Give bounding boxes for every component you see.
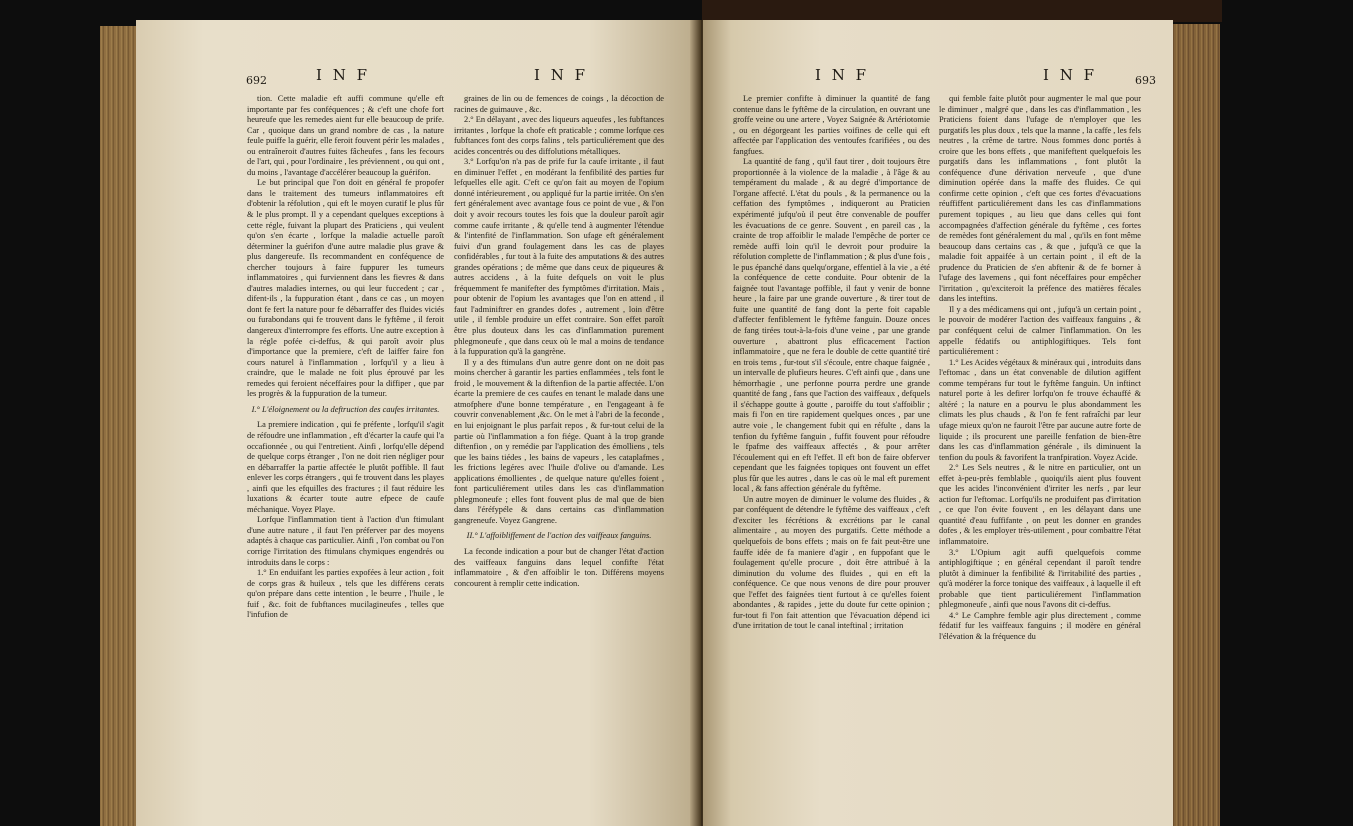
paragraph: Le premier confifte à diminuer la quantité de fang contenue dans le fyftême de la circulation, en ouvrant une groffe veine ou une artere , Voyez Saignée & Artériotomie , ou en dégorgeant les parties voifines de celle qui eft affectée par l'application des ventoufes fcarifiées , ou des fangfues.	[733, 94, 930, 156]
paragraph: La feconde indication a pour but de changer l'état d'action des vaiffeaux fanguins dans lequel confifte l'état inflammatoire , & d'en affoiblir le ton. Différens moyens concourent à remplir cette indication.	[454, 546, 664, 588]
right-page	[703, 20, 1173, 826]
paragraph: 2.° Les Sels neutres , & le nitre en particulier, ont un effet à-peu-près femblable , quoiqu'ils aient plus fouvent que les acides l'inconvénient d'irriter les nerfs , par leur action fur l'eftomac. Lorfqu'ils ne produifent pas d'irritation , ce que l'on évite fouvent , en les délayant dans une quantité d'eau fuffifante , on peut les donner en grandes dofes , & les employer très-utilement , pour combattre l'état inflammatoire.	[939, 463, 1141, 546]
paragraph: Lorfque l'inflammation tient à l'action d'un ftimulant d'une autre nature , il faut l'en préferver par des moyens adaptés à chaque cas particulier. Ainfi , l'on combat ou l'on corrige l'irritation des ftimulans chymiques engendrés ou introduits dans le corps :	[247, 515, 444, 567]
paragraph: Il y a des médicamens qui ont , jufqu'à un certain point , le pouvoir de modérer l'action des vaiffeaux fanguins , & par conféquent celui de calmer l'inflammation. On les appelle fédatifs ou antiphlogiftiques. Tels font particuliérement :	[939, 304, 1141, 357]
left-column-2	[454, 94, 664, 589]
right-page-number: 693	[1135, 74, 1156, 87]
paragraph: graines de lin ou de femences de coings , la décoction de racines de guimauve , &c.	[454, 94, 664, 114]
paragraph: 1.° Les Acides végétaux & minéraux qui , introduits dans l'eftomac , dans un état convenable de dilution agiffent comme tempérans fur tout le fyftême fanguin. Un inftinct naturel porte à les defirer lorfqu'on fe trouve échauffé & altéré ; la nature en a pourvu le plus abondamment les climats les plus chauds , & l'on fe fent rafraîchi par leur ufage mieux qu'on ne fauroit l'être par aucune autre forte de liquide ; ils procurent une pareille fenfation de bien-être dans les cas d'inflammation générale , ils diminuent la tenfion du pouls & favorifent la tranfpiration. Voyez Acide.	[939, 357, 1141, 462]
paragraph: Il y a des ftimulans d'un autre genre dont on ne doit pas moins chercher à garantir les parties enflammées , tels font le froid , le mouvement & la diftenfion de la partie affectée. L'on écarte la premiere de ces caufes en tenant le malade dans une atmofphere d'une bonne température , en l'engageant à fe couvrir convenablement ,&c. On le met à l'abri de la feconde , en lui enjoignant le plus parfait repos , & fur-tout celui de la partie où l'inflammation a fon fiége. Quant à la trop grande diftenfion , on y remédie par l'application des émolliens , tels que les bains tiédes , les bains de vapeurs , les cataplafmes , les frictions legéres avec l'huile d'olive ou d'amande. Les applications émollientes , de quelque nature qu'elles foient , font particuliérement utiles dans les cas d'inflammation phlegmoneufe ; elles font fouvent plus de mal que de bien dans l'éréfypéle & dans certains cas d'inflammation gangreneufe. Voyez Gangrene.	[454, 357, 664, 525]
left-page-number: 692	[246, 74, 267, 87]
paragraph: 1.° En enduifant les parties expofées à leur action , foit de corps gras & huileux , tels que les différens cerats qu'on prépare dans cette intention , le beurre , l'huile , le fuif , &c. foit de fubftances mucilagineufes , telles que l'infufion de	[247, 568, 444, 620]
right-running-head-2: I N F	[1043, 66, 1097, 84]
paragraph: Le but principal que l'on doit en général fe propofer dans le traitement des tumeurs inflammatoires eft d'obtenir la réfolution , qui eft le moyen curatif le plus fûr & le plus prompt. Il y a cependant quelques exceptions à cette régle, fuivant la plupart des Praticiens , qui veulent qu'on s'en écarte , lorfque la maladie actuelle paroît déterminer la guérifon d'une autre maladie plus grave & plus dangereufe. Ils recommandent en conféquence de chercher toujours à faire fuppurer les tumeurs inflammatoires , qui furviennent dans les fievres & dans d'autres maladies internes, ou qui leur fuccedent ; car , difent-ils , la fuppuration étant , dans ce cas , un moyen dont fe fert la nature pour fe débarraffer des fluides viciés ou furabondans qui fe trouvent dans le fyftême , il feroit dangereux d'interrompre fes efforts. Une autre exception à la régle pofée ci-deffus, & qui paroît avoir plus d'importance que la premiere, c'eft de laiffer faire fon cours naturel à l'inflammation , lorfqu'il y a lieu à craindre, que le malade ne foit plus éprouvé par les remedes qui feroient néceffaires pour la diffiper , que par les progrès & la fuppuration de la tumeur.	[247, 178, 444, 399]
paragraph: La premiere indication , qui fe préfente , lorfqu'il s'agit de réfoudre une inflammation , eft d'écarter la caufe qui l'a occafionnée , ou qui l'entretient. Ainfi , lorfqu'elle dépend de quelque corps étranger , l'on ne doit rien négliger pour en débarraffer la partie affectée le plutôt poffible. Il faut enlever les corps étrangers , qui fe trouvent dans les playes , ainfi que les efquilles des fractures ; il faut réduire les luxations & écarter toute autre efpece de caufe méchanique. Voyez Playe.	[247, 420, 444, 514]
left-page-edges	[100, 26, 140, 826]
left-page	[136, 20, 701, 826]
left-running-head-2: I N F	[534, 66, 588, 84]
section-heading: I.° L'éloignement ou la deftruction des caufes irritantes.	[251, 404, 440, 414]
paragraph: qui femble faite plutôt pour augmenter le mal que pour le diminuer , malgré que , dans les cas d'inflammation , les Praticiens foient dans l'ufage de n'employer que les purgatifs les plus doux , tels que la manne , la caffe , les fels neutres , la crême de tartre. Nous fommes donc portés à croire que les bons effets , que manifeftent quelquefois les purgatifs dans les inflammations , font plutôt la conféquence d'une dérivation nerveufe , que d'une diminution opérée dans la maffe des fluides. Ce qui confirme cette opinion , c'eft que ces fortes d'évacuations réuffiffent particuliérement dans les cas d'inflammations purement topiques , au lieu que dans celles qui font accompagnées d'affection générale du fyftême , ces fortes de remèdes font généralement du mal , qu'ils en font même beaucoup dans certains cas , & que , jufqu'à ce que la maladie foit appaifée à un certain point , il eft de la prudence du Praticien de s'en abftenir & de fe borner à l'ufage des lavemens , qui font néceffaires pour empêcher l'irritation , qu'exciteroit la préfence des matières fécales dans les inteftins.	[939, 94, 1141, 304]
paragraph: 3.° L'Opium agit auffi quelquefois comme antiphlogiftique ; en général cependant il paroît tendre plutôt à diminuer la fenfibilité & l'irritabilité des parties , qu'à modérer la force tonique des vaiffeaux , à laquelle il eft probable que tient particuliérement l'inflammation phlegmoneufe , ainfi que nous l'avons dit ci-deffus.	[939, 547, 1141, 610]
paragraph: 2.° En délayant , avec des liqueurs aqueufes , les fubftances irritantes , lorfque la chofe eft praticable ; comme lorfque ces fubftances font des corps falins , tels particuliérement que des acides concentrés ou des diffolutions métalliques.	[454, 115, 664, 156]
binding-top	[702, 0, 1222, 22]
paragraph: Un autre moyen de diminuer le volume des fluides , & par conféquent de détendre le fyftême des vaiffeaux , c'eft d'exciter les fécrétions & excrétions par le canal alimentaire , au moyen des purgatifs. Cette méthode a quelquefois de bons effets ; mais on fe fait peut-être une fauffe idée de fa maniere d'agir , en fuppofant que le foulagement qu'elle procure , doit être attribué à la diminution du volume des fluides , qui en eft la conféquence. Ce que nous venons de dire pour prouver que l'effet des faignées tient furtout à ce qu'elles foient abondantes , & rapides , jette du doute fur cette opinion ; fur-tout fi l'on fait attention que l'évacuation dépend ici d'une irritation de tout le canal inteftinal ; irritation	[733, 494, 930, 631]
paragraph: 3.° Lorfqu'on n'a pas de prife fur la caufe irritante , il faut en diminuer l'effet , en modérant la fenfibilité des parties fur lefquelles elle agit. C'eft ce qu'on fait au moyen de l'opium donné intérieurement , ou appliqué fur la partie irritée. On s'en fert généralement avec avantage fous ce point de vue , & l'on doit y avoir recours toutes les fois que la douleur paroît agir comme caufe irritante , & qu'elle tend à augmenter l'étendue & l'intenfité de l'inflammation. Son ufage eft généralement fuivi d'un grand foulagement dans les cas de playes confidérables , fur tout à la fuite des amputations & des autres grandes opérations ; de même que dans ceux de piqueures & autres accidens , à la fuite defquels on voit le plus fréquemment fe manifefter des fymptômes d'irritation. Mais , pour obtenir de l'opium les avantages que l'on en attend , il faut l'adminiftrer en grandes dofes , autrement , loin d'être utile , il femble produire un effet contraire. Son effet paroît être plus douteux dans les cas d'inflammation purement phlegmoneufe , que dans ceux où le mal a moins de tendance à la fuppuration qu'à la gangrène.	[454, 157, 664, 357]
section-heading: II.° L'affoibliffement de l'action des vaiffeaux fanguins.	[466, 531, 652, 541]
right-running-head-1: I N F	[815, 66, 869, 84]
paragraph: 4.° Le Camphre femble agir plus directement , comme fédatif fur les vaiffeaux fanguins ; il modère en général l'élévation & la fréquence du	[939, 610, 1141, 641]
paragraph: La quantité de fang , qu'il faut tirer , doit toujours être proportionnée à la violence de la maladie , à l'âge & au tempérament du malade , & au degré d'importance de l'organe affecté. L'état du pouls , & la permanence ou la ceffation des fymptômes , indiqueront au Praticien expérimenté jufqu'où il peut être convenable de pouffer les évacuations de ce genre. Souvent , en pareil cas , la crainte de trop affoiblir le malade l'empêche de porter ce remède auffi loin qu'il le devroit pour produire la réfolution complette de l'inflammation ; & plus d'une fois , le pus épanché dans quelqu'organe, effentiel à la vie , a été la conféquence de cette conduite. Pour obtenir de la faignée tout l'avantage poffible, il faut y venir de bonne heure , la faire par une grande ouverture , & tirer tout de fuite une quantité de fang dont la perte foit capable d'affecter fenfiblement le fyftême fanguin. Douze onces de fang tirées tout-à-la-fois d'une veine , par une grande ouverture , abattront plus efficacement l'action inflammatoire , que ne fera le double de cette quantité tiré en trois tems , fur-tout s'il s'écoule, entre chaque faignée , un intervalle de plufieurs heures. C'eft ainfi que , dans une hémorrhagie , une perfonne pourra perdre une grande quantité de fang , fans que l'action des vaiffeaux , defquels il s'échappe goutte à goutte , paroiffe du tout s'affoiblir ; mais fi l'on en tire rapidement quelques onces , par une autre voie , le changement fubit qui en réfulte , dans la tenfion du fyftême fanguin , fuffit fouvent pour réfoudre le fpafme des vaiffeaux affectés , & pour arrêter l'écoulement qui en eft l'effet. Il eft bon de faire obferver cependant que les faignées topiques ont fouvent un effet plus fûr que les autres , dans le cas où le mal eft purement local , & fans affection générale du fyftême.	[733, 157, 931, 494]
left-column-1	[247, 94, 444, 621]
paragraph: tion. Cette maladie eft auffi commune qu'elle eft importante par fes conféquences ; & c'eft une chofe fort heureufe que les remedes aient fur elle beaucoup de prife. Car , quoique dans un grand nombre de cas , la nature feule puiffe la guérir, elle feroit fouvent périr les malades , ou entraîneroit d'autres fuites fâcheufes , fans les fecours de l'art, qui , pour l'ordinaire , les préviennent , ou qui ont , du moins , l'avantage d'accélérer beaucoup la guérifon.	[247, 94, 444, 177]
right-column-2	[939, 94, 1141, 642]
left-running-head-1: I N F	[316, 66, 370, 84]
right-column-1	[733, 94, 930, 632]
